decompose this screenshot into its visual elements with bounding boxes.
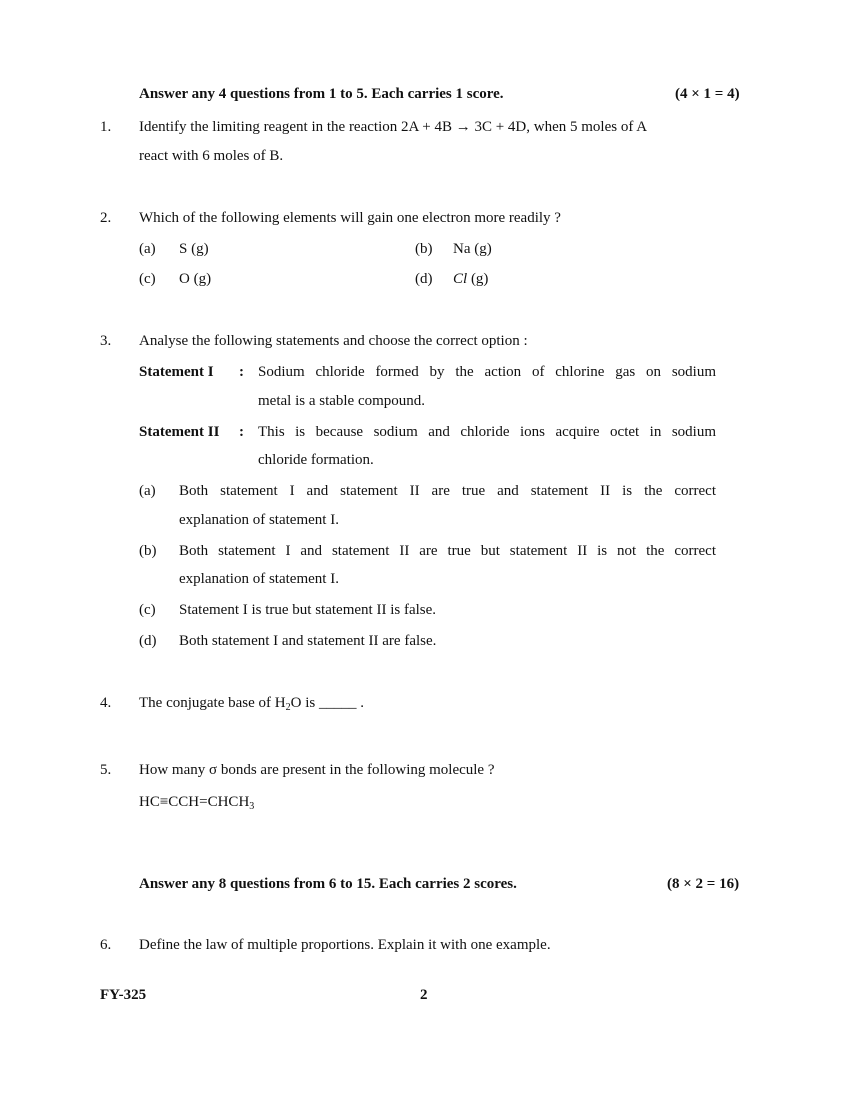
q6-number: 6. <box>100 937 112 953</box>
section-b-instruction: Answer any 8 questions from 6 to 15. Each carries 2 scores. <box>139 876 517 892</box>
q1-number: 1. <box>100 119 112 135</box>
q2-option-c-text: O (g) <box>179 271 212 287</box>
q3-option-d-line1: Both statement I and statement II are false. <box>179 633 437 649</box>
section-a-instruction: Answer any 4 questions from 1 to 5. Each carries 1 score. <box>139 86 504 102</box>
section-b-marks: (8 × 2 = 16) <box>667 876 740 892</box>
q4-number: 4. <box>100 695 112 711</box>
q4-text-before: The conjugate base of H <box>139 695 286 711</box>
q3-option-a-line1: Both statement I and statement II are true and statement II is the correct <box>179 483 716 499</box>
q5-text: How many σ bonds are present in the following molecule ? <box>139 762 495 778</box>
q3-text: Analyse the following statements and choose the correct option : <box>139 333 528 349</box>
statement-1-colon: : <box>239 364 244 380</box>
q5-formula-subscript: 3 <box>249 801 255 812</box>
q3-option-b-line2: explanation of statement I. <box>179 571 339 587</box>
q3-option-c-line1: Statement I is true but statement II is false. <box>179 602 437 618</box>
q2-number: 2. <box>100 210 112 226</box>
q2-option-a-text: S (g) <box>179 241 209 257</box>
q2-option-c-label: (c) <box>139 271 156 287</box>
statement-2-colon: : <box>239 424 244 440</box>
footer-exam-code: FY-325 <box>100 987 147 1003</box>
q3-option-c-label: (c) <box>139 602 156 618</box>
q2-option-d-suffix: (g) <box>467 271 489 287</box>
q5-formula-main: HC≡CCH=CHCH <box>139 794 250 810</box>
q4-text <box>139 696 364 711</box>
q5-number: 5. <box>100 762 112 778</box>
q4-subscript: 2 <box>285 702 291 713</box>
statement-1-line1: Sodium chloride formed by the action of chlorine gas on sodium <box>258 364 716 380</box>
statement-1-label: Statement I <box>139 364 214 380</box>
statement-2-line2: chloride formation. <box>258 452 374 468</box>
q3-number: 3. <box>100 333 112 349</box>
q2-text: Which of the following elements will gain one electron more readily ? <box>139 210 561 226</box>
section-a-marks: (4 × 1 = 4) <box>675 86 740 102</box>
statement-1-line2: metal is a stable compound. <box>258 393 426 409</box>
statement-2-line1: This is because sodium and chloride ions acquire octet in sodium <box>258 424 716 440</box>
q2-option-b-label: (b) <box>415 241 433 257</box>
q3-option-d-label: (d) <box>139 633 157 649</box>
q1-text-line1: Identify the limiting reagent in the reaction 2A + 4B → 3C + 4D, when 5 moles of A <box>139 119 648 135</box>
q1-text-line2: react with 6 moles of B. <box>139 148 284 164</box>
q2-option-a-label: (a) <box>139 241 156 257</box>
q3-option-b-label: (b) <box>139 543 157 559</box>
q6-text: Define the law of multiple proportions. Explain it with one example. <box>139 937 551 953</box>
q2-option-d-label: (d) <box>415 271 433 287</box>
chlorine-symbol: Cl <box>453 271 468 287</box>
q2-option-d-text <box>453 272 488 287</box>
q5-molecule-formula <box>139 795 254 810</box>
q3-option-a-label: (a) <box>139 483 156 499</box>
q3-option-b-line1: Both statement I and statement II are true but statement II is not the correct <box>179 543 716 559</box>
footer-page-number: 2 <box>420 987 428 1003</box>
q3-option-a-line2: explanation of statement I. <box>179 512 339 528</box>
statement-2-label: Statement II <box>139 424 220 440</box>
q4-text-after: O is _____ . <box>290 695 364 711</box>
q2-option-b-text: Na (g) <box>453 241 492 257</box>
